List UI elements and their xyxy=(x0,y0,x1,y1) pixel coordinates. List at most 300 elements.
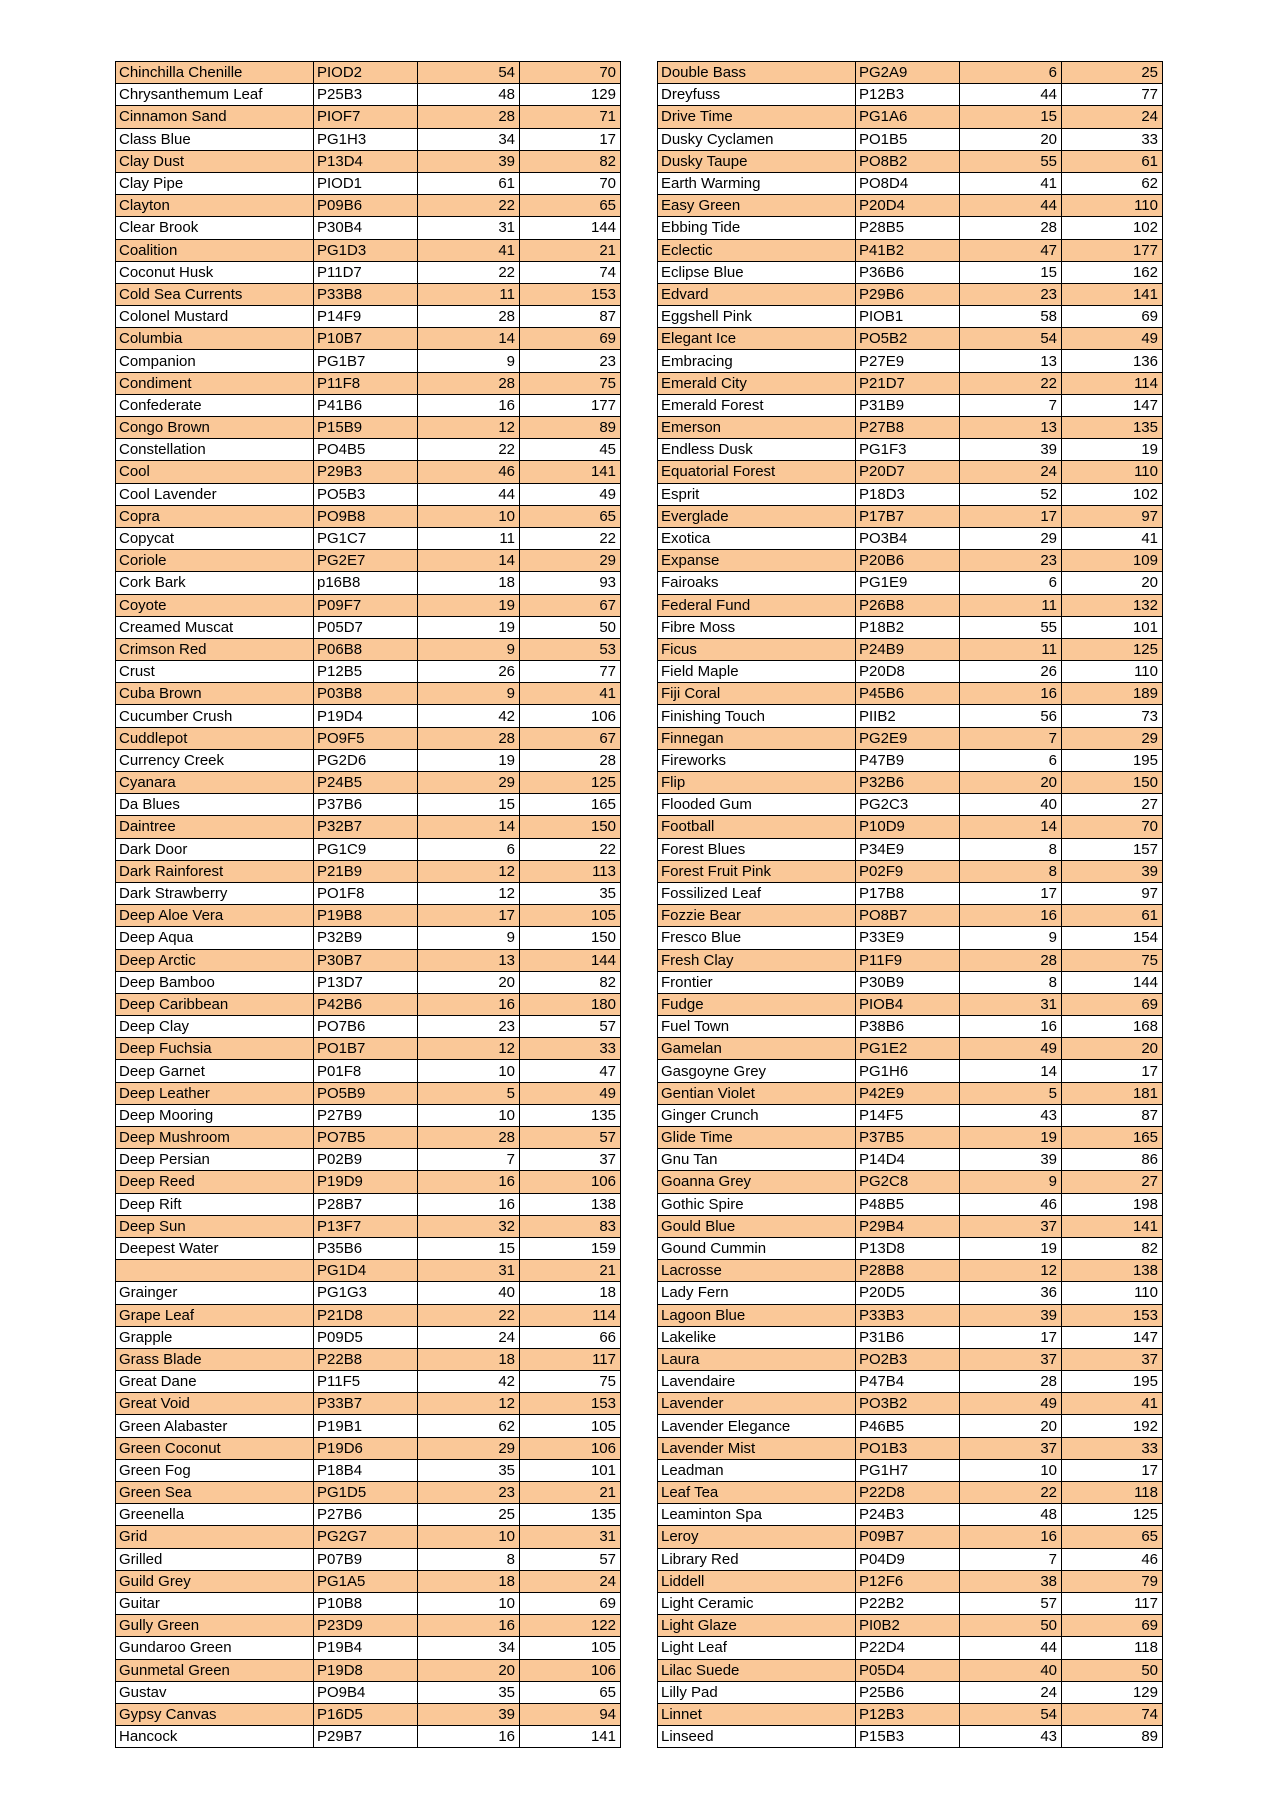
color-code-cell: P47B9 xyxy=(856,749,960,771)
value-2-cell: 31 xyxy=(520,1526,621,1548)
value-2-cell: 110 xyxy=(1062,461,1163,483)
table-row xyxy=(116,927,621,949)
value-2-cell: 41 xyxy=(520,683,621,705)
table-row xyxy=(658,1060,1163,1082)
value-1-cell: 29 xyxy=(418,772,520,794)
color-name-cell: Flooded Gum xyxy=(658,794,856,816)
color-code-cell: P03B8 xyxy=(314,683,418,705)
value-2-cell: 113 xyxy=(520,860,621,882)
table-row xyxy=(658,772,1163,794)
color-code-cell: PG1C9 xyxy=(314,838,418,860)
value-1-cell: 52 xyxy=(960,483,1062,505)
value-2-cell: 69 xyxy=(1062,993,1163,1015)
table-row xyxy=(116,1526,621,1548)
color-name-cell: Light Ceramic xyxy=(658,1592,856,1614)
value-1-cell: 12 xyxy=(418,417,520,439)
value-2-cell: 144 xyxy=(520,217,621,239)
value-1-cell: 16 xyxy=(960,905,1062,927)
value-1-cell: 38 xyxy=(960,1570,1062,1592)
color-code-cell: P18B2 xyxy=(856,616,960,638)
value-1-cell: 22 xyxy=(960,1482,1062,1504)
value-1-cell: 13 xyxy=(418,949,520,971)
color-code-cell: PIOB4 xyxy=(856,993,960,1015)
table-row xyxy=(116,461,621,483)
value-1-cell: 56 xyxy=(960,705,1062,727)
value-1-cell: 40 xyxy=(418,1282,520,1304)
value-2-cell: 41 xyxy=(1062,527,1163,549)
table-row xyxy=(658,527,1163,549)
value-2-cell: 65 xyxy=(1062,1526,1163,1548)
table-row xyxy=(658,905,1163,927)
value-2-cell: 27 xyxy=(1062,794,1163,816)
table-row xyxy=(116,261,621,283)
color-code-cell: PG2E7 xyxy=(314,550,418,572)
color-name-cell: Hancock xyxy=(116,1726,314,1748)
color-code-cell: P13F7 xyxy=(314,1215,418,1237)
value-2-cell: 150 xyxy=(1062,772,1163,794)
color-code-cell: PG1H7 xyxy=(856,1459,960,1481)
color-name-cell: Fozzie Bear xyxy=(658,905,856,927)
color-name-cell: Green Coconut xyxy=(116,1437,314,1459)
value-1-cell: 39 xyxy=(960,1304,1062,1326)
value-1-cell: 34 xyxy=(418,1637,520,1659)
value-1-cell: 42 xyxy=(418,705,520,727)
table-row xyxy=(658,1104,1163,1126)
color-name-cell: Eclectic xyxy=(658,239,856,261)
table-row xyxy=(116,417,621,439)
value-2-cell: 75 xyxy=(1062,949,1163,971)
value-2-cell: 46 xyxy=(1062,1548,1163,1570)
value-2-cell: 192 xyxy=(1062,1415,1163,1437)
color-code-cell: P10B7 xyxy=(314,328,418,350)
value-2-cell: 33 xyxy=(1062,128,1163,150)
value-1-cell: 8 xyxy=(960,971,1062,993)
color-code-cell: P21D8 xyxy=(314,1304,418,1326)
value-1-cell: 46 xyxy=(960,1193,1062,1215)
color-code-cell: P20D8 xyxy=(856,661,960,683)
color-code-cell: P29B7 xyxy=(314,1726,418,1748)
value-1-cell: 16 xyxy=(418,993,520,1015)
color-name-cell: Forest Fruit Pink xyxy=(658,860,856,882)
color-code-cell: P20B6 xyxy=(856,550,960,572)
value-1-cell: 39 xyxy=(960,439,1062,461)
color-name-cell: Deep Mooring xyxy=(116,1104,314,1126)
color-code-cell: P24B5 xyxy=(314,772,418,794)
color-name-cell: Leaminton Spa xyxy=(658,1504,856,1526)
table-row xyxy=(658,1570,1163,1592)
value-1-cell: 8 xyxy=(418,1548,520,1570)
table-row xyxy=(116,527,621,549)
value-1-cell: 23 xyxy=(418,1016,520,1038)
color-name-cell: Condiment xyxy=(116,372,314,394)
value-2-cell: 109 xyxy=(1062,550,1163,572)
color-name-cell: Ebbing Tide xyxy=(658,217,856,239)
value-2-cell: 101 xyxy=(520,1459,621,1481)
value-2-cell: 129 xyxy=(1062,1681,1163,1703)
color-code-cell: PG1D5 xyxy=(314,1482,418,1504)
color-name-cell: Clayton xyxy=(116,195,314,217)
value-2-cell: 69 xyxy=(1062,306,1163,328)
value-1-cell: 24 xyxy=(418,1326,520,1348)
value-2-cell: 17 xyxy=(1062,1060,1163,1082)
value-1-cell: 11 xyxy=(960,594,1062,616)
color-code-cell: P18D3 xyxy=(856,483,960,505)
color-code-cell: PO3B2 xyxy=(856,1393,960,1415)
color-code-cell: P18B4 xyxy=(314,1459,418,1481)
table-row xyxy=(658,683,1163,705)
value-2-cell: 49 xyxy=(520,483,621,505)
table-row xyxy=(658,150,1163,172)
value-1-cell: 42 xyxy=(418,1371,520,1393)
value-1-cell: 39 xyxy=(418,150,520,172)
color-name-cell: Fresh Clay xyxy=(658,949,856,971)
value-2-cell: 79 xyxy=(1062,1570,1163,1592)
color-name-cell: Grape Leaf xyxy=(116,1304,314,1326)
value-1-cell: 20 xyxy=(960,128,1062,150)
color-code-cell: PO1B7 xyxy=(314,1038,418,1060)
value-2-cell: 50 xyxy=(520,616,621,638)
value-2-cell: 53 xyxy=(520,638,621,660)
value-1-cell: 40 xyxy=(960,794,1062,816)
table-row xyxy=(658,394,1163,416)
color-code-cell: P30B9 xyxy=(856,971,960,993)
color-name-cell: Gundaroo Green xyxy=(116,1637,314,1659)
value-1-cell: 16 xyxy=(418,1193,520,1215)
value-2-cell: 65 xyxy=(520,505,621,527)
color-name-cell: Fuel Town xyxy=(658,1016,856,1038)
table-row xyxy=(658,1703,1163,1725)
value-2-cell: 66 xyxy=(520,1326,621,1348)
color-code-cell: P27E9 xyxy=(856,350,960,372)
value-2-cell: 75 xyxy=(520,372,621,394)
color-code-cell: P14F5 xyxy=(856,1104,960,1126)
value-1-cell: 28 xyxy=(960,1371,1062,1393)
color-name-cell: Class Blue xyxy=(116,128,314,150)
value-1-cell: 14 xyxy=(960,1060,1062,1082)
color-code-cell: P20D4 xyxy=(856,195,960,217)
table-row xyxy=(116,283,621,305)
color-name-cell: Colonel Mustard xyxy=(116,306,314,328)
table-row xyxy=(658,62,1163,84)
table-row xyxy=(116,638,621,660)
value-2-cell: 35 xyxy=(520,882,621,904)
color-code-cell: PO9B8 xyxy=(314,505,418,527)
color-code-cell: PO9F5 xyxy=(314,727,418,749)
color-name-cell: Gunmetal Green xyxy=(116,1659,314,1681)
value-1-cell: 10 xyxy=(960,1459,1062,1481)
table-row xyxy=(116,1459,621,1481)
color-code-cell: P11D7 xyxy=(314,261,418,283)
table-row xyxy=(658,84,1163,106)
color-name-cell: Grainger xyxy=(116,1282,314,1304)
color-name-cell: Linseed xyxy=(658,1726,856,1748)
color-code-cell: P12F6 xyxy=(856,1570,960,1592)
value-1-cell: 44 xyxy=(960,1637,1062,1659)
color-name-cell: Dusky Taupe xyxy=(658,150,856,172)
table-row xyxy=(116,1637,621,1659)
table-row xyxy=(116,1082,621,1104)
color-code-cell: PO7B6 xyxy=(314,1016,418,1038)
color-code-cell: P29B3 xyxy=(314,461,418,483)
color-code-cell: P31B6 xyxy=(856,1326,960,1348)
value-1-cell: 20 xyxy=(960,1415,1062,1437)
color-name-cell: Cuba Brown xyxy=(116,683,314,705)
color-code-cell: P27B8 xyxy=(856,417,960,439)
color-name-cell: Great Void xyxy=(116,1393,314,1415)
value-2-cell: 71 xyxy=(520,106,621,128)
table-row xyxy=(116,550,621,572)
value-2-cell: 135 xyxy=(520,1504,621,1526)
color-code-cell: P05D4 xyxy=(856,1659,960,1681)
value-2-cell: 118 xyxy=(1062,1482,1163,1504)
value-1-cell: 10 xyxy=(418,505,520,527)
color-code-cell: P13D7 xyxy=(314,971,418,993)
value-2-cell: 177 xyxy=(520,394,621,416)
value-2-cell: 141 xyxy=(1062,283,1163,305)
color-name-cell: Deep Clay xyxy=(116,1016,314,1038)
value-2-cell: 25 xyxy=(1062,62,1163,84)
value-1-cell: 44 xyxy=(418,483,520,505)
table-row xyxy=(658,1637,1163,1659)
table-row xyxy=(658,306,1163,328)
color-name-cell: Da Blues xyxy=(116,794,314,816)
table-row xyxy=(116,838,621,860)
value-1-cell: 26 xyxy=(418,661,520,683)
color-code-cell: P28B7 xyxy=(314,1193,418,1215)
color-name-cell: Deep Aqua xyxy=(116,927,314,949)
color-name-cell: Clear Brook xyxy=(116,217,314,239)
value-1-cell: 22 xyxy=(960,372,1062,394)
table-row xyxy=(658,1681,1163,1703)
color-code-cell: PG1A5 xyxy=(314,1570,418,1592)
value-2-cell: 141 xyxy=(1062,1215,1163,1237)
color-name-cell: Gould Blue xyxy=(658,1215,856,1237)
color-code-cell: PG1C7 xyxy=(314,527,418,549)
color-code-cell: P27B6 xyxy=(314,1504,418,1526)
value-1-cell: 16 xyxy=(960,1526,1062,1548)
value-2-cell: 117 xyxy=(1062,1592,1163,1614)
table-row xyxy=(116,128,621,150)
color-code-cell: P45B6 xyxy=(856,683,960,705)
value-1-cell: 48 xyxy=(960,1504,1062,1526)
value-1-cell: 26 xyxy=(960,661,1062,683)
value-2-cell: 69 xyxy=(520,1592,621,1614)
color-name-cell: Flip xyxy=(658,772,856,794)
value-2-cell: 27 xyxy=(1062,1171,1163,1193)
table-row xyxy=(658,794,1163,816)
value-1-cell: 10 xyxy=(418,1060,520,1082)
color-code-cell: P13D8 xyxy=(856,1237,960,1259)
table-row xyxy=(658,572,1163,594)
color-code-cell: P17B7 xyxy=(856,505,960,527)
color-code-cell: p16B8 xyxy=(314,572,418,594)
color-code-cell: P32B6 xyxy=(856,772,960,794)
value-2-cell: 93 xyxy=(520,572,621,594)
table-row xyxy=(116,1393,621,1415)
color-code-cell: P35B6 xyxy=(314,1237,418,1259)
value-2-cell: 144 xyxy=(520,949,621,971)
color-code-cell: P33B8 xyxy=(314,283,418,305)
value-2-cell: 82 xyxy=(520,971,621,993)
value-2-cell: 189 xyxy=(1062,683,1163,705)
color-code-cell: P28B5 xyxy=(856,217,960,239)
table-row xyxy=(116,661,621,683)
color-code-cell: P29B6 xyxy=(856,283,960,305)
table-row xyxy=(658,1016,1163,1038)
value-1-cell: 39 xyxy=(960,1149,1062,1171)
value-1-cell: 6 xyxy=(960,749,1062,771)
value-1-cell: 22 xyxy=(418,261,520,283)
value-1-cell: 48 xyxy=(418,84,520,106)
color-name-cell: Green Sea xyxy=(116,1482,314,1504)
value-1-cell: 31 xyxy=(418,217,520,239)
table-row xyxy=(658,661,1163,683)
value-1-cell: 19 xyxy=(418,616,520,638)
table-row xyxy=(116,106,621,128)
color-code-cell: P47B4 xyxy=(856,1371,960,1393)
color-name-cell: Federal Fund xyxy=(658,594,856,616)
color-code-cell: P10D9 xyxy=(856,816,960,838)
color-code-cell: P10B8 xyxy=(314,1592,418,1614)
table-row xyxy=(116,616,621,638)
table-row xyxy=(116,350,621,372)
value-1-cell: 14 xyxy=(418,328,520,350)
color-name-cell: Chrysanthemum Leaf xyxy=(116,84,314,106)
color-code-cell: PG2D6 xyxy=(314,749,418,771)
color-name-cell: Congo Brown xyxy=(116,417,314,439)
color-name-cell: Finishing Touch xyxy=(658,705,856,727)
color-name-cell: Crust xyxy=(116,661,314,683)
table-row xyxy=(116,993,621,1015)
value-1-cell: 32 xyxy=(418,1215,520,1237)
color-code-cell: P30B4 xyxy=(314,217,418,239)
color-code-cell: P46B5 xyxy=(856,1415,960,1437)
value-1-cell: 31 xyxy=(960,993,1062,1015)
color-name-cell: Endless Dusk xyxy=(658,439,856,461)
color-name-cell: Lady Fern xyxy=(658,1282,856,1304)
color-name-cell: Copycat xyxy=(116,527,314,549)
color-code-cell: PG1E2 xyxy=(856,1038,960,1060)
color-code-cell: PG1H6 xyxy=(856,1060,960,1082)
value-1-cell: 9 xyxy=(418,638,520,660)
color-code-cell: P22B2 xyxy=(856,1592,960,1614)
value-1-cell: 12 xyxy=(418,860,520,882)
value-1-cell: 22 xyxy=(418,195,520,217)
value-2-cell: 70 xyxy=(520,172,621,194)
value-1-cell: 34 xyxy=(418,128,520,150)
color-code-cell: PO4B5 xyxy=(314,439,418,461)
value-2-cell: 21 xyxy=(520,1260,621,1282)
value-1-cell: 7 xyxy=(418,1149,520,1171)
color-name-cell: Columbia xyxy=(116,328,314,350)
color-code-cell: P12B3 xyxy=(856,1703,960,1725)
value-1-cell: 31 xyxy=(418,1260,520,1282)
color-code-cell: P09D5 xyxy=(314,1326,418,1348)
value-2-cell: 102 xyxy=(1062,217,1163,239)
value-1-cell: 54 xyxy=(960,1703,1062,1725)
color-name-cell: Fairoaks xyxy=(658,572,856,594)
value-1-cell: 9 xyxy=(418,350,520,372)
table-row xyxy=(658,128,1163,150)
table-row xyxy=(116,1681,621,1703)
table-row xyxy=(116,1104,621,1126)
value-1-cell: 14 xyxy=(418,816,520,838)
table-row xyxy=(116,505,621,527)
color-name-cell: Coalition xyxy=(116,239,314,261)
value-1-cell: 5 xyxy=(960,1082,1062,1104)
color-name-cell: Fresco Blue xyxy=(658,927,856,949)
value-1-cell: 18 xyxy=(418,572,520,594)
table-row xyxy=(116,306,621,328)
color-name-cell: Lavender Elegance xyxy=(658,1415,856,1437)
value-1-cell: 29 xyxy=(960,527,1062,549)
color-name-cell: Gothic Spire xyxy=(658,1193,856,1215)
color-name-cell: Deep Bamboo xyxy=(116,971,314,993)
color-name-cell: Glide Time xyxy=(658,1127,856,1149)
color-name-cell: Lilly Pad xyxy=(658,1681,856,1703)
color-name-cell: Grid xyxy=(116,1526,314,1548)
color-code-cell: P25B6 xyxy=(856,1681,960,1703)
value-1-cell: 37 xyxy=(960,1437,1062,1459)
value-2-cell: 141 xyxy=(520,1726,621,1748)
table-row xyxy=(116,1260,621,1282)
color-name-cell: Confederate xyxy=(116,394,314,416)
color-name-cell: Eggshell Pink xyxy=(658,306,856,328)
table-row xyxy=(658,1615,1163,1637)
table-row xyxy=(658,483,1163,505)
value-1-cell: 15 xyxy=(960,261,1062,283)
value-1-cell: 12 xyxy=(418,1393,520,1415)
color-name-cell: Clay Dust xyxy=(116,150,314,172)
value-1-cell: 15 xyxy=(418,794,520,816)
table-row xyxy=(116,1237,621,1259)
value-1-cell: 24 xyxy=(960,461,1062,483)
color-name-cell: Daintree xyxy=(116,816,314,838)
color-code-cell: P32B7 xyxy=(314,816,418,838)
table-row xyxy=(116,1482,621,1504)
color-code-cell: P06B8 xyxy=(314,638,418,660)
color-name-cell: Grapple xyxy=(116,1326,314,1348)
table-row xyxy=(658,838,1163,860)
value-2-cell: 101 xyxy=(1062,616,1163,638)
color-name-cell: Deep Sun xyxy=(116,1215,314,1237)
color-name-cell: Constellation xyxy=(116,439,314,461)
color-code-cell: P02B9 xyxy=(314,1149,418,1171)
color-code-cell: P37B5 xyxy=(856,1127,960,1149)
value-2-cell: 20 xyxy=(1062,1038,1163,1060)
value-2-cell: 106 xyxy=(520,1437,621,1459)
table-row xyxy=(116,727,621,749)
value-2-cell: 73 xyxy=(1062,705,1163,727)
table-row xyxy=(116,1282,621,1304)
table-row xyxy=(658,1260,1163,1282)
color-table-left xyxy=(115,61,621,1748)
color-name-cell: Deep Rift xyxy=(116,1193,314,1215)
value-2-cell: 106 xyxy=(520,1171,621,1193)
color-name-cell: Deep Reed xyxy=(116,1171,314,1193)
value-2-cell: 114 xyxy=(520,1304,621,1326)
value-2-cell: 28 xyxy=(520,749,621,771)
color-code-cell: PO8B2 xyxy=(856,150,960,172)
value-1-cell: 28 xyxy=(418,306,520,328)
table-row xyxy=(116,594,621,616)
value-1-cell: 29 xyxy=(418,1437,520,1459)
color-name-cell: Green Fog xyxy=(116,1459,314,1481)
table-row xyxy=(658,1149,1163,1171)
value-1-cell: 10 xyxy=(418,1104,520,1126)
color-code-cell: P38B6 xyxy=(856,1016,960,1038)
value-2-cell: 22 xyxy=(520,838,621,860)
